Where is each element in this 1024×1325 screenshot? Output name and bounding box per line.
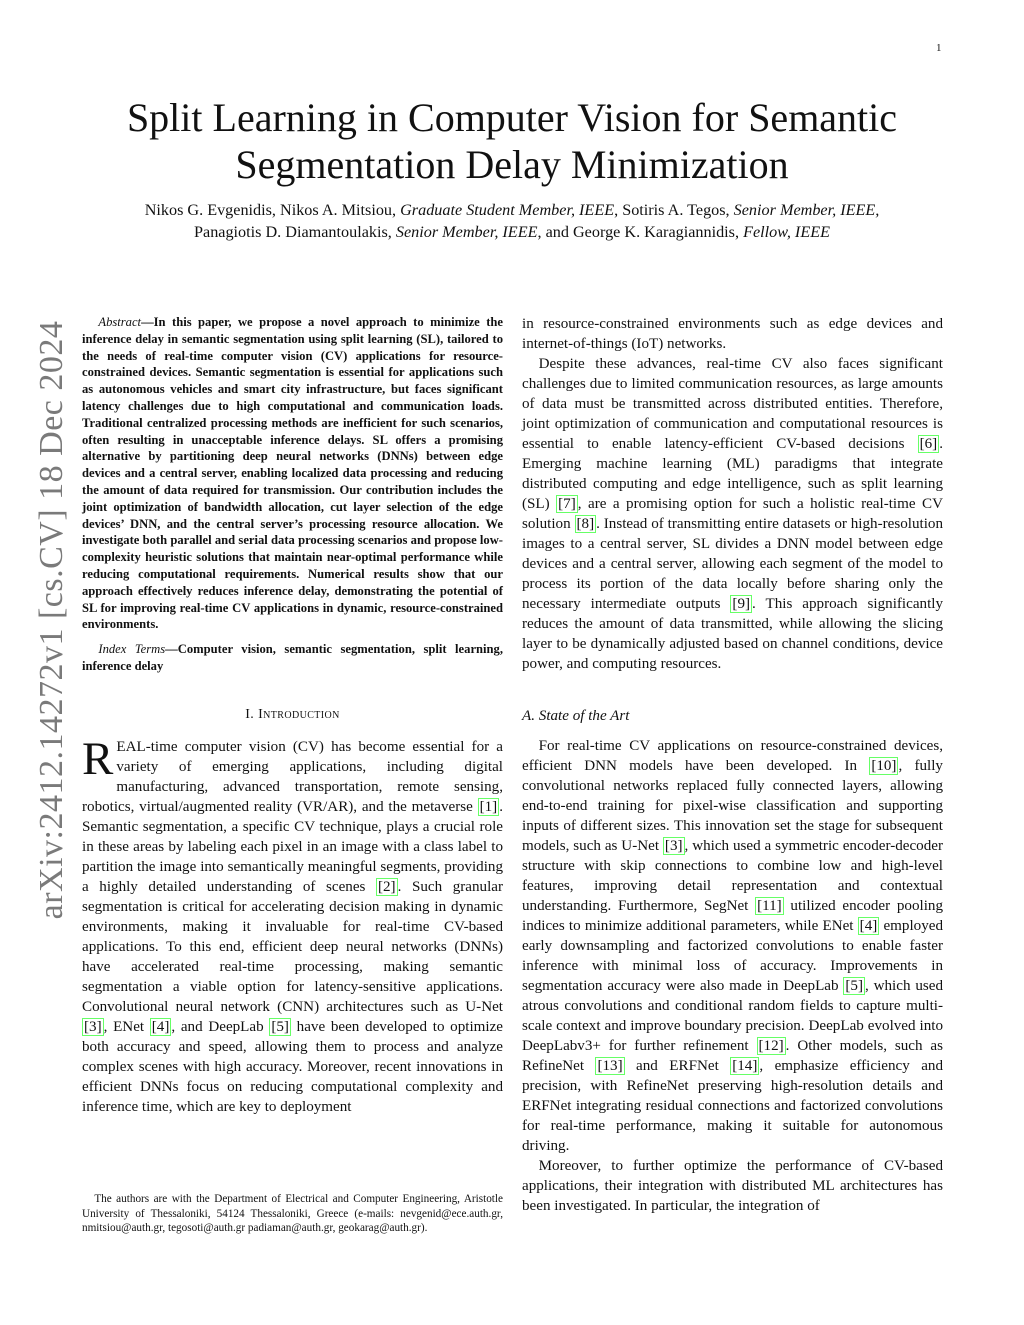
body-text: utilized encoder pooling indices to minimize additional parameters, while ENet bbox=[522, 898, 943, 934]
body-text: and ERFNet bbox=[624, 1058, 731, 1074]
citation-link[interactable]: [3] bbox=[84, 1018, 102, 1035]
author-list bbox=[70, 199, 954, 243]
index-terms-text: —Computer vision, semantic segmentation, split learning, inference delay bbox=[82, 642, 503, 673]
citation-link[interactable]: [5] bbox=[271, 1018, 289, 1035]
body-text: have been developed to optimize both accuracy and speed, allowing them to process and analyze complex scenes with high accuracy. Moreover, recent innovations in efficient DNNs focus on reducing computational complexity and inference time, which are key to deployment bbox=[82, 1018, 503, 1115]
author-role: Fellow, IEEE bbox=[743, 223, 830, 241]
abstract-label: Abstract bbox=[98, 315, 142, 329]
citation-link[interactable]: [5] bbox=[845, 978, 863, 994]
author-names: , Sotiris A. Tegos, bbox=[614, 201, 734, 219]
body-paragraph bbox=[522, 736, 943, 1156]
subsection-heading: A. State of the Art bbox=[522, 708, 630, 724]
citation-link[interactable]: [4] bbox=[859, 918, 878, 934]
citation-link[interactable]: [4] bbox=[151, 1018, 170, 1035]
citation-link[interactable]: [12] bbox=[758, 1038, 784, 1054]
author-role: Graduate Student Member, IEEE bbox=[400, 201, 615, 219]
body-text: . Other models, such as RefineNet bbox=[522, 1038, 943, 1074]
author-names: , and George K. Karagiannidis, bbox=[537, 223, 744, 241]
citation-link[interactable]: [1] bbox=[479, 798, 498, 815]
paper-title: Split Learning in Computer Vision for Semantic Segmentation Delay Minimization bbox=[126, 95, 898, 187]
citation-link[interactable]: [6] bbox=[919, 436, 938, 452]
left-column bbox=[82, 314, 503, 1117]
body-text: For real-time CV applications on resource-constrained devices, efficient DNN models have been developed. In bbox=[522, 738, 943, 774]
author-role: Senior Member, IEEE, bbox=[733, 201, 880, 219]
body-text: , and DeepLab bbox=[171, 1018, 270, 1035]
body-text: , fully convolutional networks replaced fully connected layers, allowing end-to-end training for pixel-wise classification and supporting inputs of different sizes. This innovation set the stage for subsequent models, such as U-Net bbox=[522, 758, 943, 854]
author-names: Panagiotis D. Diamantoulakis, bbox=[194, 223, 396, 241]
index-terms-label: Index Terms bbox=[98, 642, 166, 657]
body-text: , are a promising option for such a holistic real-time CV solution bbox=[522, 496, 943, 532]
body-text: . Instead of transmitting entire datasets or high-resolution images to a central server, SL divides a DNN model between edge devices and a central server, allowing each segment of the model to process its portion of the data locally before sharing only the necessary intermediate outputs bbox=[522, 516, 943, 612]
abstract-text: —In this paper, we propose a novel approach to minimize the inference delay in semantic segmentation using split learning (SL), tailored to the needs of real-time computer vision (CV) applications for resource-constrained devices. Semantic segmentation is essential for applications such as autonomous vehicles and smart city infrastructure, but faces significant latency challenges due to high computational and communication loads. Traditional centralized processing methods are inefficient for such scenarios, often resulting in unacceptable inference delays. SL offers a promising alternative by partitioning deep neural networks (DNNs) between edge devices and a central server, enabling localized data processing and reducing the amount of data required for transmission. Our contribution includes the joint optimization of bandwidth allocation, cut layer selection of the edge devices’ DNN, and the central server’s processing resource allocation. We investigate both parallel and serial data processing scenarios and propose low-complexity heuristic solutions that maintain near-optimal performance while reducing computational requirements. Numerical results show that our approach effectively reduces inference delay, demonstrating the potential of SL for improving real-time CV applications in dynamic, resource-constrained environments. bbox=[82, 315, 503, 632]
body-paragraph bbox=[522, 354, 943, 674]
body-text: , emphasize efficiency and precision, with RefineNet preserving high-resolution details and ERFNet integrating residual connections and factorized convolutions for real-time performance, making it suitable for autonomous driving. bbox=[522, 1058, 943, 1154]
citation-link[interactable]: [8] bbox=[576, 516, 595, 532]
citation-link[interactable]: [9] bbox=[732, 596, 751, 612]
citation-link[interactable]: [3] bbox=[664, 838, 683, 854]
body-text: . Emerging machine learning (ML) paradigms that integrate distributed computing and edge intelligence, such as split learning (SL) bbox=[522, 436, 943, 512]
author-names: Nikos G. Evgenidis, Nikos A. Mitsiou, bbox=[144, 201, 401, 219]
citation-link[interactable]: [11] bbox=[757, 898, 782, 914]
body-text: . This approach significantly reduces the amount of data transmitted, while allowing the slicing layer to be dynamically adjusted based on channel conditions, device power, and computing resources. bbox=[522, 596, 943, 672]
body-text: EAL-time computer vision (CV) has become essential for a variety of emerging applications, including digital manufacturing, advanced transportation, remote sensing, robotics, virtual/augmented reality (VR/AR), and the metaverse bbox=[82, 738, 503, 815]
body-text: , ENet bbox=[103, 1018, 150, 1035]
author-role: Senior Member, IEEE bbox=[395, 223, 538, 241]
body-text: Despite these advances, real-time CV also faces significant challenges due to limited communication resources, as large amounts of data must be transmitted across distributed entities. Therefore, joint optimization of communication and computational resources is essential to enable latency-efficient CV-based decisions bbox=[522, 356, 943, 452]
citation-link[interactable]: [2] bbox=[377, 878, 396, 895]
body-text: employed early downsampling and factorized convolutions to enable faster inference with minimal loss of accuracy. Improvements in segmentation accuracy were also made in DeepLab bbox=[522, 918, 943, 994]
body-text: . Such granular segmentation is critical for accelerating decision making in dynamic environments, making it invaluable for real-time CV-based applications. To this end, efficient deep neural networks (DNNs) have accelerated real-time processing, making semantic segmentation a viable option for latency-sensitive applications. Convolutional neural network (CNN) architectures such as U-Net bbox=[82, 878, 503, 1015]
index-terms bbox=[82, 641, 503, 675]
right-column bbox=[522, 314, 943, 1216]
section-number: I. bbox=[245, 706, 259, 722]
page-number: 1 bbox=[936, 42, 942, 54]
citation-link[interactable]: [13] bbox=[597, 1058, 623, 1074]
body-paragraph: Moreover, to further optimize the performance of CV-based applications, their integration with distributed ML architectures has been investigated. In particular, the integration of bbox=[522, 1158, 943, 1214]
section-title: Introduction bbox=[258, 706, 340, 722]
intro-paragraph bbox=[82, 732, 503, 1117]
citation-link[interactable]: [7] bbox=[558, 496, 576, 512]
body-text: . Semantic segmentation, a specific CV technique, plays a crucial role in these areas by labeling each pixel in an image with a class label to partition the image into semantically meaningful segments, providing a highly detailed understanding of scenes bbox=[82, 798, 503, 895]
body-text: , which used a symmetric encoder-decoder structure with skip connections to combine low and high-level features, improving detail representation and contextual understanding. Furthermore, SegNet bbox=[522, 838, 943, 914]
section-heading bbox=[82, 705, 503, 725]
drop-cap: R bbox=[82, 732, 114, 785]
body-paragraph: in resource-constrained environments such as edge devices and internet-of-things (IoT) networks. bbox=[522, 316, 943, 352]
author-footnote: The authors are with the Department of Electrical and Computer Engineering, Aristotle University of Thessaloniki, 54124 Thessaloniki, Greece (e-mails: nevgenid@ece.auth.gr, nmitsiou@auth.gr, tegosoti@auth.gr padiaman@auth.gr, geokarag@auth.gr). bbox=[82, 1193, 503, 1234]
arxiv-stamp: arXiv:2412.14272v1 [cs.CV] 18 Dec 2024 bbox=[33, 320, 70, 920]
body-text: , which used atrous convolutions and conditional random fields to capture multi-scale context and improve boundary precision. DeepLab evolved into DeepLabv3+ for further refinement bbox=[522, 978, 943, 1054]
abstract bbox=[82, 314, 503, 633]
citation-link[interactable]: [14] bbox=[732, 1058, 758, 1074]
citation-link[interactable]: [10] bbox=[871, 758, 897, 774]
